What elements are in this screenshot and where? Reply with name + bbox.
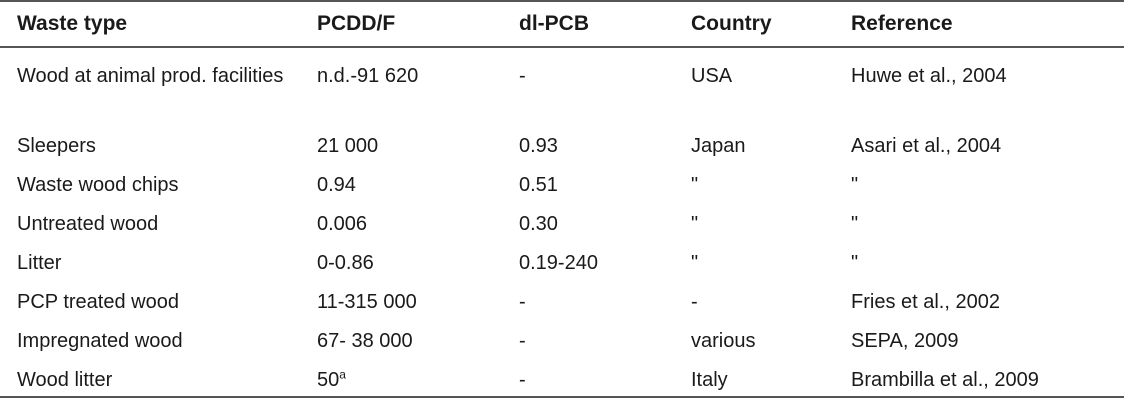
header-pcddf: PCDD/F <box>300 1 502 47</box>
cell-dl-pcb: 0.93 <box>519 135 558 157</box>
cell-waste-type: Impregnated wood <box>17 330 183 352</box>
cell-waste-type: Sleepers <box>17 135 96 157</box>
cell-reference: Fries et al., 2002 <box>851 291 1000 313</box>
cell-dl-pcb: - <box>519 65 526 87</box>
cell-dl-pcb: - <box>519 291 526 313</box>
cell-reference: Huwe et al., 2004 <box>851 65 1007 87</box>
table-row <box>0 356 1124 397</box>
cell-country: USA <box>691 65 733 87</box>
table-header <box>0 1 1124 47</box>
cell-pcddf: 0-0.86 <box>317 252 374 274</box>
cell-reference: " <box>851 174 859 196</box>
cell-waste-type: Waste wood chips <box>17 174 179 196</box>
cell-country: " <box>691 252 699 274</box>
cell-waste-type: Wood at animal prod. facilities <box>17 65 284 87</box>
cell-country: " <box>691 213 699 235</box>
cell-dl-pcb: - <box>519 330 526 352</box>
table-row <box>0 161 1124 200</box>
header-dl-pcb: dl-PCB <box>502 1 674 47</box>
table-row <box>0 200 1124 239</box>
table-row <box>0 317 1124 356</box>
cell-pcddf: 67- 38 000 <box>317 330 413 352</box>
cell-dl-pcb: 0.30 <box>519 213 558 235</box>
table-row <box>0 47 1124 122</box>
cell-dl-pcb: - <box>502 356 674 397</box>
cell-waste-type: Wood litter <box>0 356 300 397</box>
cell-country: " <box>691 174 699 196</box>
cell-pcddf: 11-315 000 <box>317 291 417 313</box>
cell-reference: Brambilla et al., 2009 <box>834 356 1124 397</box>
cell-country: various <box>691 330 756 352</box>
cell-pcddf <box>300 356 502 397</box>
cell-country: Japan <box>691 135 746 157</box>
cell-dl-pcb: 0.19-240 <box>519 252 598 274</box>
header-country: Country <box>674 1 834 47</box>
cell-pcddf: 21 000 <box>317 135 379 157</box>
header-row <box>0 1 1124 47</box>
cell-waste-type: PCP treated wood <box>17 291 179 313</box>
header-waste-type: Waste type <box>0 1 300 47</box>
cell-pcddf: 0.006 <box>317 213 368 235</box>
table-body <box>0 47 1124 397</box>
table-row <box>0 278 1124 317</box>
cell-waste-type: Untreated wood <box>17 213 159 235</box>
cell-pcddf-value: 50 <box>317 369 340 391</box>
cell-pcddf: n.d.-91 620 <box>317 65 419 87</box>
cell-reference: " <box>851 213 859 235</box>
cell-waste-type: Litter <box>17 252 62 274</box>
cell-country: Italy <box>674 356 834 397</box>
cell-reference: SEPA, 2009 <box>851 330 959 352</box>
table-row <box>0 239 1124 278</box>
cell-reference: Asari et al., 2004 <box>851 135 1002 157</box>
cell-dl-pcb: 0.51 <box>519 174 558 196</box>
header-reference: Reference <box>834 1 1124 47</box>
table-row <box>0 122 1124 161</box>
cell-reference: " <box>851 252 859 274</box>
cell-pcddf: 0.94 <box>317 174 356 196</box>
cell-country: - <box>691 291 698 313</box>
footnote-marker: a <box>339 367 346 382</box>
